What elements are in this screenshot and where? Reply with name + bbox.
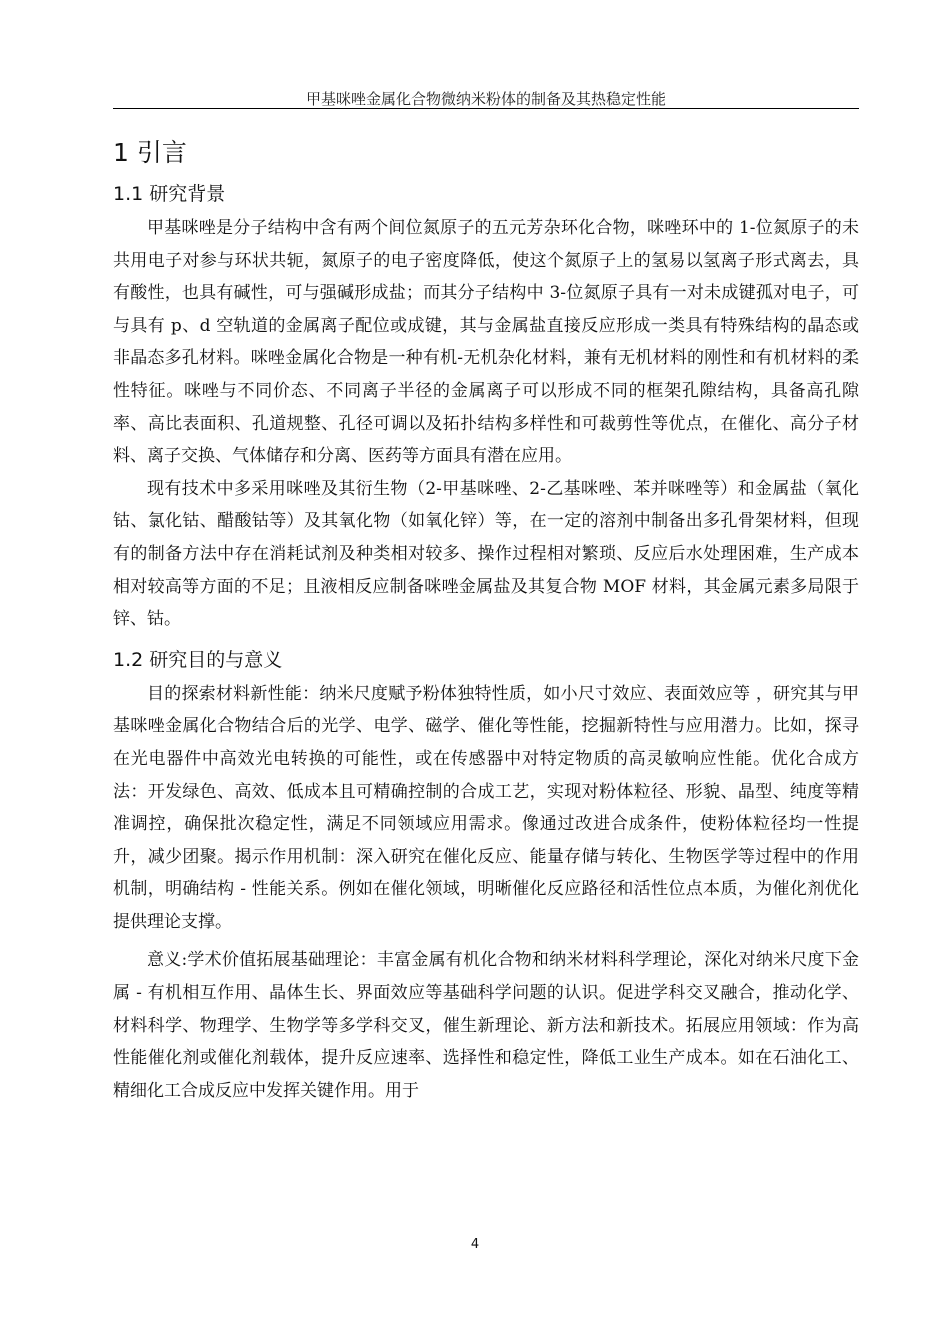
paragraph-purpose: 目的探索材料新性能：纳米尺度赋予粉体独特性质，如小尺寸效应、表面效应等 ，研究其与甲基咪唑金属化合物结合后的光学、电学、磁学、催化等性能，挖掘新特性与应用潜力。比如，探寻在光电器件中高效光电转换的可能性，或在传感器中对特定物质的高灵敏响应性能。优化合成方法：开发绿色、高效、低成本且可精确控制的合成工艺，实现对粉体粒径、形貌、晶型、纯度等精准调控，确保批次稳定性，满足不同领域应用需求。像通过改进合成条件，使粉体粒径均一性提升，减少团聚。揭示作用机制：深入研究在催化反应、能量存储与转化、生物医学等过程中的作用机制，明确结构 - 性能关系。例如在催化领域，明晰催化反应路径和活性位点本质，为催化剂优化提供理论支撑。 <box>113 683 859 932</box>
page-content <box>113 136 859 1107</box>
section-heading-purpose: 1.2 研究目的与意义 <box>113 648 283 671</box>
section-heading-background: 1.1 研究背景 <box>113 183 226 205</box>
paragraph-background-1: 甲基咪唑是分子结构中含有两个间位氮原子的五元芳杂环化合物，咪唑环中的 1-位氮原子的未共用电子对参与环状共轭，氮原子的电子密度降低，使这个氮原子上的氢易以氢离子形式离去，具有酸性，也具有碱性，可与强碱形成盐；而其分子结构中 3-位氮原子具有一对未成键孤对电子，可与具有 p、d 空轨道的金属离子配位或成键，其与金属盐直接反应形成一类具有特殊结构的晶态或非晶态多孔材料。咪唑金属化合物是一种有机-无机杂化材料，兼有无机材料的刚性和有机材料的柔性特征。咪唑与不同价态、不同离子半径的金属离子可以形成不同的框架孔隙结构，具备高孔隙率、高比表面积、孔道规整、孔径可调以及拓扑结构多样性和可裁剪性等优点，在催化、高分子材料、离子交换、气体储存和分离、医药等方面具有潜在应用。 <box>113 218 859 467</box>
header-rule <box>113 108 859 109</box>
running-header: 甲基咪唑金属化合物微纳米粉体的制备及其热稳定性能 <box>305 90 666 108</box>
chapter-title: 1 引言 <box>113 138 187 167</box>
paragraph-background-2: 现有技术中多采用咪唑及其衍生物（2-甲基咪唑、2-乙基咪唑、苯并咪唑等）和金属盐（氧化钴、氯化钴、醋酸钴等）及其氧化物（如氧化锌）等，在一定的溶剂中制备出多孔骨架材料，但现有的制备方法中存在消耗试剂及种类相对较多、操作过程相对繁琐、反应后水处理困难，生产成本相对较高等方面的不足；且液相反应制备咪唑金属盐及其复合物 MOF 材料，其金属元素多局限于锌、钴。 <box>113 478 859 630</box>
paragraph-significance: 意义:学术价值拓展基础理论：丰富金属有机化合物和纳米材料科学理论，深化对纳米尺度下金属 - 有机相互作用、晶体生长、界面效应等基础科学问题的认识。促进学科交叉融合，推动化学、材料科学、物理学、生物学等多学科交叉，催生新理论、新方法和新技术。拓展应用领域：作为高性能催化剂或催化剂载体，提升反应速率、选择性和稳定性，降低工业生产成本。如在石油化工、精细化工合成反应中发挥关键作用。用于 <box>113 950 859 1101</box>
page-number: 4 <box>470 1237 480 1252</box>
